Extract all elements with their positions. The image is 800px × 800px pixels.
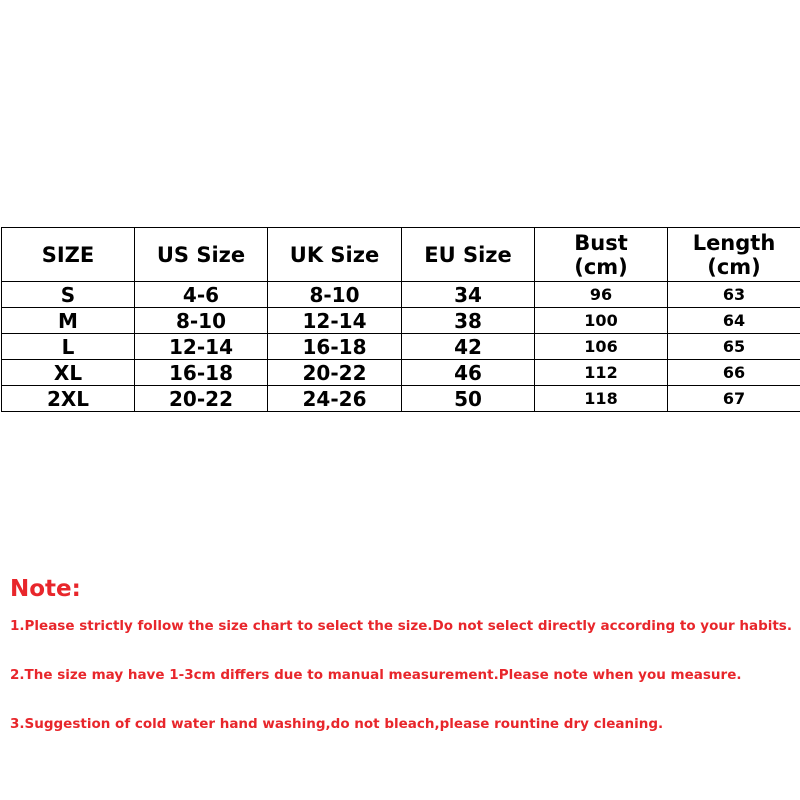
cell-uk-size: 8-10 (268, 282, 402, 308)
cell-us-size: 16-18 (135, 360, 268, 386)
note-line-2: 2.The size may have 1-3cm differs due to manual measurement.Please note when you measure. (10, 667, 742, 683)
note-line-3: 3.Suggestion of cold water hand washing,do not bleach,please rountine dry cleaning. (10, 716, 664, 732)
table-row (2, 308, 800, 334)
table-row (2, 334, 800, 360)
note-title: Note: (10, 576, 81, 602)
header-size: SIZE (2, 228, 135, 282)
cell-eu-size: 46 (402, 360, 535, 386)
header-length-label: Length (692, 230, 776, 255)
cell-bust: 106 (535, 334, 668, 360)
cell-size: S (2, 282, 135, 308)
cell-size: XL (2, 360, 135, 386)
cell-uk-size: 24-26 (268, 386, 402, 412)
header-length (668, 228, 800, 282)
size-chart-table (1, 227, 800, 412)
header-length-unit: (cm) (707, 254, 761, 279)
cell-us-size: 20-22 (135, 386, 268, 412)
header-eu-size: EU Size (402, 228, 535, 282)
header-bust (535, 228, 668, 282)
cell-uk-size: 16-18 (268, 334, 402, 360)
cell-length: 63 (668, 282, 800, 308)
cell-length: 67 (668, 386, 800, 412)
cell-bust: 100 (535, 308, 668, 334)
cell-us-size: 4-6 (135, 282, 268, 308)
cell-uk-size: 12-14 (268, 308, 402, 334)
table-header-row (2, 228, 800, 282)
cell-eu-size: 42 (402, 334, 535, 360)
header-uk-size: UK Size (268, 228, 402, 282)
cell-size: L (2, 334, 135, 360)
cell-length: 64 (668, 308, 800, 334)
table-row (2, 282, 800, 308)
cell-size: 2XL (2, 386, 135, 412)
table-row (2, 386, 800, 412)
cell-uk-size: 20-22 (268, 360, 402, 386)
cell-bust: 112 (535, 360, 668, 386)
cell-eu-size: 38 (402, 308, 535, 334)
cell-us-size: 8-10 (135, 308, 268, 334)
cell-length: 66 (668, 360, 800, 386)
cell-bust: 96 (535, 282, 668, 308)
cell-us-size: 12-14 (135, 334, 268, 360)
cell-size: M (2, 308, 135, 334)
header-us-size: US Size (135, 228, 268, 282)
cell-eu-size: 50 (402, 386, 535, 412)
note-line-1: 1.Please strictly follow the size chart to select the size.Do not select directly according to your habits. (10, 618, 792, 634)
cell-bust: 118 (535, 386, 668, 412)
cell-length: 65 (668, 334, 800, 360)
cell-eu-size: 34 (402, 282, 535, 308)
header-bust-unit: (cm) (574, 254, 628, 279)
table-row (2, 360, 800, 386)
header-bust-label: Bust (574, 230, 628, 255)
